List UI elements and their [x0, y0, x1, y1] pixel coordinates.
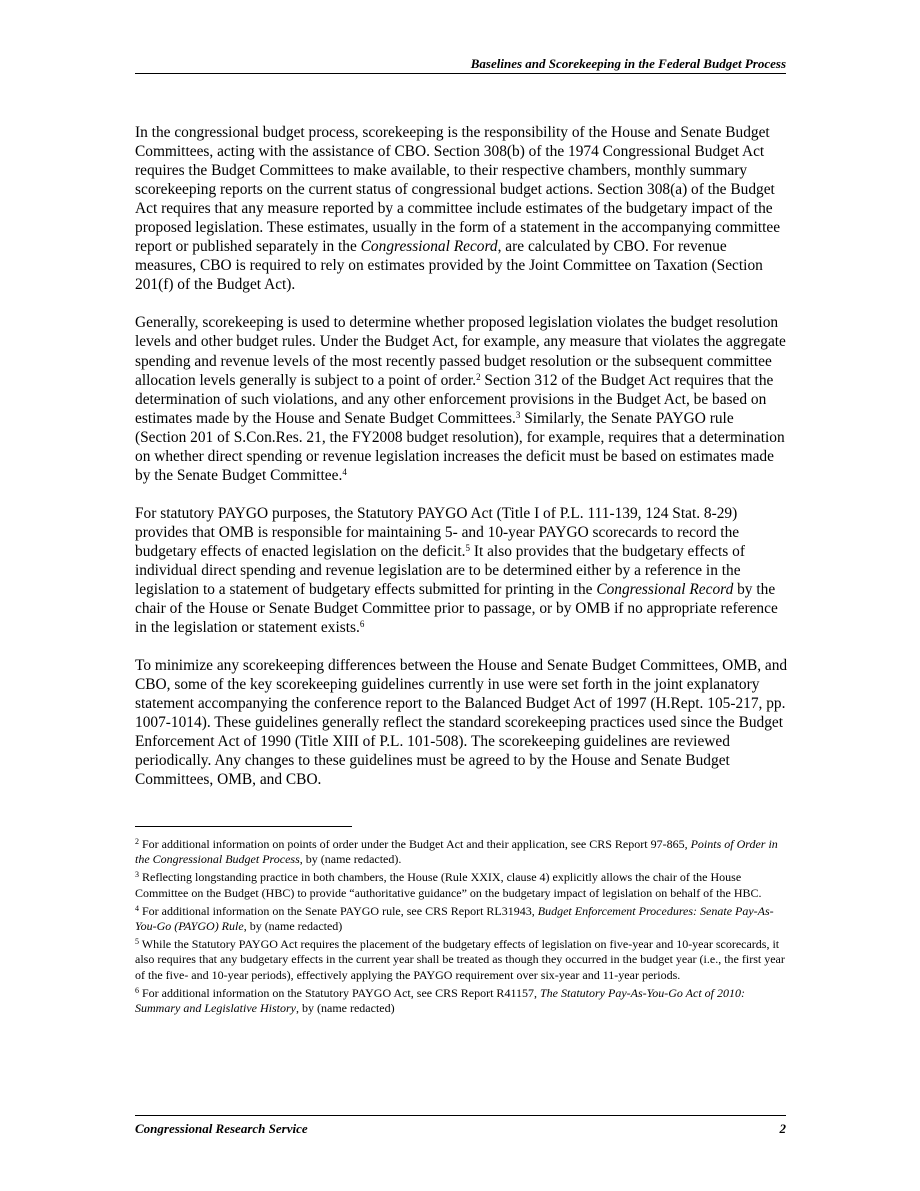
footnotes: [135, 837, 786, 1019]
footer-organization: Congressional Research Service: [135, 1121, 308, 1136]
footnote-4: $^4$ For additional information on the Senate PAYGO rule, see CRS Report RL31943, Budget Enforcement Procedures: Senate Pay-As-You-Go (PAYGO) Rule, by (name redacted): [135, 903, 774, 934]
footnote-ref-4[interactable]: 4: [342, 466, 347, 477]
body-text: [135, 123, 788, 790]
footnote-2: $^2$ For additional information on points of order under the Budget Act and their application, see CRS Report 97-865, Points of Order in the Congressional Budget Process, by (name redacted).: [135, 837, 778, 867]
footnote-ref-3[interactable]: 3: [515, 409, 521, 420]
footnote-5: $^5$ While the Statutory PAYGO Act requires the placement of the budgetary effects of legislation on five-year and 10-year scorecards, it also requires that any budgetary effects in the current year shall be treated as though they occurred in the budget year (i.e., the first year of the five- and 10-year periods), effectively applying the PAYGO requirement over six-year and 11-year periods.: [135, 937, 785, 982]
footnote-ref-6[interactable]: 6: [359, 619, 365, 630]
footnote-separator: [135, 826, 352, 827]
footnote-ref-2[interactable]: 2: [476, 371, 481, 382]
footnote-6: $^6$ For additional information on the Statutory PAYGO Act, see CRS Report R41157, The Statutory Pay-As-You-Go Act of 2010: Summary and Legislative History, by (name redacted): [135, 985, 745, 1016]
footnote-ref-5[interactable]: 5: [465, 542, 470, 553]
page-footer: [135, 1120, 786, 1140]
paragraph-1: In the congressional budget process, scorekeeping is the responsibility of the House and Senate Budget Committees, acting with the assistance of CBO. Section 308(b) of the 1974 Congressional Budget Act requires the Budget Committees to make available, to their respective chambers, monthly summary scorekeeping reports on the current status of congressional budget actions. Section 308(a) of the Budget Act requires that any measure reported by a committee include estimates of the budgetary impact of the proposed legislation. These estimates, usually in the form of a statement in the accompanying committee report or published separately in the Congressional Record, are calculated by CBO. For revenue measures, CBO is required to rely on estimates provided by the Joint Committee on Taxation (Section 201(f) of the Budget Act).: [135, 124, 781, 294]
paragraph-3: For statutory PAYGO purposes, the Statutory PAYGO Act (Title I of P.L. 111-139, 124 Stat. 8-29) provides that OMB is responsible for maintaining 5- and 10-year PAYGO scorecards to record the budgetary effects of enacted legislation on the deficit.$^5$ It also provides that the budgetary effects of individual direct spending and revenue legislation are to be determined either by a reference in the legislation to a statement of budgetary effects submitted for printing in the Congressional Record by the chair of the House or Senate Budget Committee prior to passage, or by OMB if no appropriate reference in the legislation or statement exists.$^6$: [135, 504, 778, 637]
footer-rule: [135, 1115, 786, 1116]
running-header: Baselines and Scorekeeping in the Federal Budget Process: [135, 56, 786, 74]
paragraph-4: To minimize any scorekeeping differences between the House and Senate Budget Committees, OMB, and CBO, some of the key scorekeeping guidelines currently in use were set forth in the joint explanatory statement accompanying the conference report to the Balanced Budget Act of 1997 (H.Rept. 105-217, pp. 1007-1014). These guidelines generally reflect the standard scorekeeping practices used since the Budget Enforcement Act of 1990 (Title XIII of P.L. 101-508). The scorekeeping guidelines are reviewed periodically. Any changes to these guidelines must be agreed to by the House and Senate Budget Committees, OMB, and CBO.: [135, 657, 788, 789]
paragraph-2: Generally, scorekeeping is used to determine whether proposed legislation violates the budget resolution levels and other budget rules. Under the Budget Act, for example, any measure that violates the aggregate spending and revenue levels of the most recently passed budget resolution or the subsequent committee allocation levels generally is subject to a point of order.$^2$ Section 312 of the Budget Act requires that the determination of such violations, and any other enforcement provisions in the Budget Act, be based on estimates made by the House and Senate Budget Committees.$^3$ Similarly, the Senate PAYGO rule (Section 201 of S.Con.Res. 21, the FY2008 budget resolution), for example, requires that a determination on whether direct spending or revenue legislation increases the deficit must be based on estimates made by the Senate Budget Committee.$^4$: [135, 314, 786, 484]
footnote-3: $^3$ Reflecting longstanding practice in both chambers, the House (Rule XXIX, clause 4) explicitly allows the chair of the House Committee on the Budget (HBC) to provide “authoritative guidance” on the budgetary impact of legislation on behalf of the HBC.: [135, 870, 762, 900]
page-number: 2: [779, 1121, 786, 1136]
